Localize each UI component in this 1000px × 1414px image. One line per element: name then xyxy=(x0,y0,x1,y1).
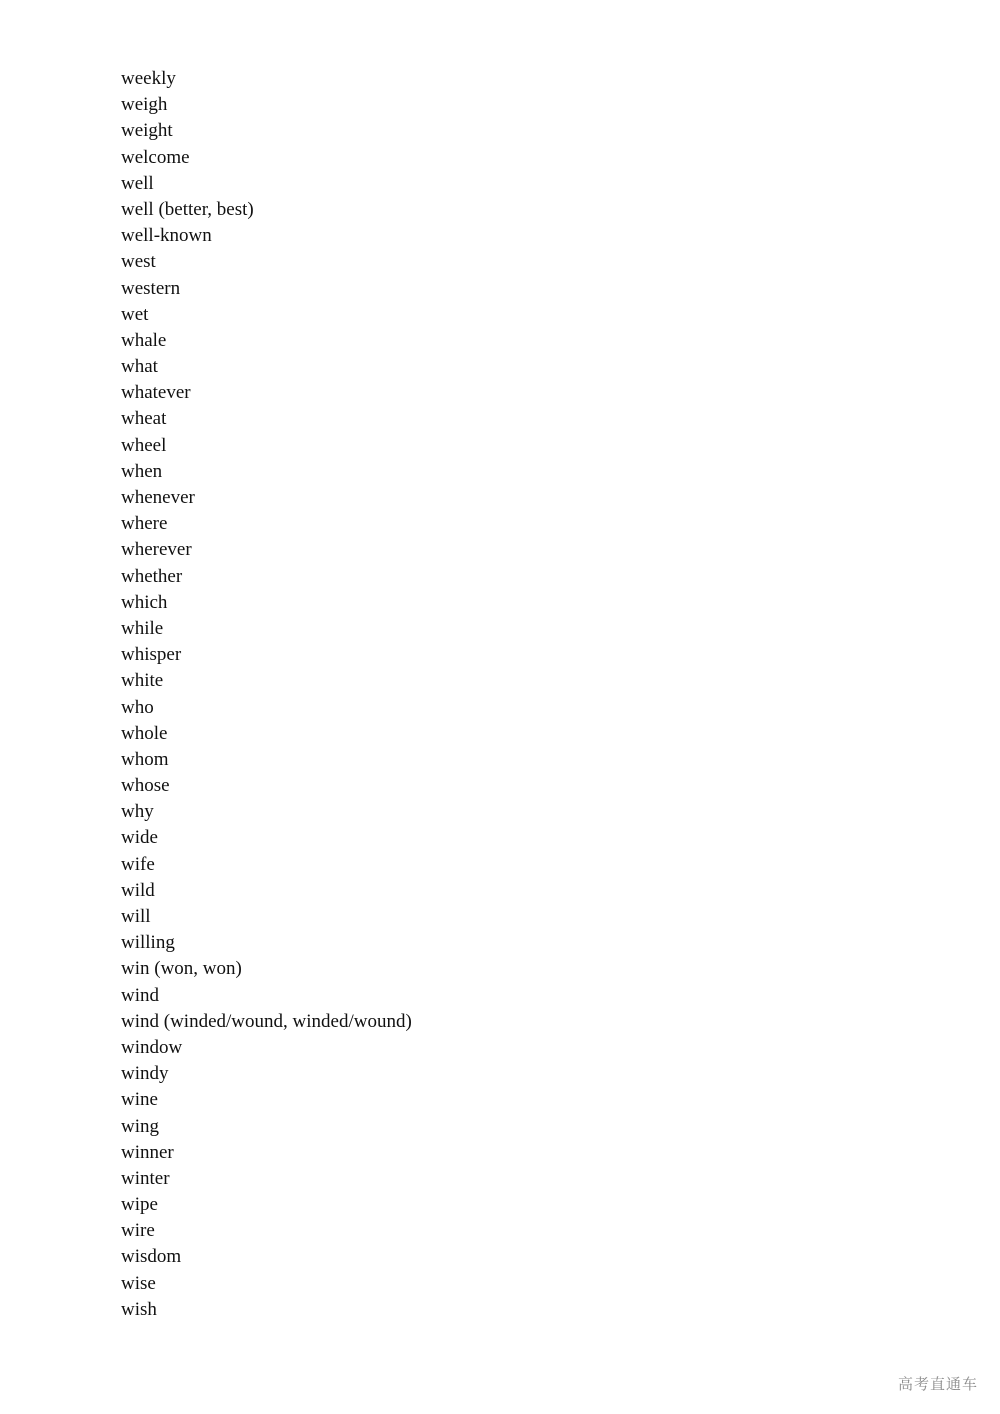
vocabulary-item: weigh xyxy=(121,94,168,116)
vocabulary-item: whom xyxy=(121,748,169,770)
vocabulary-item: wet xyxy=(121,303,149,325)
vocabulary-item: wisdom xyxy=(121,1246,182,1268)
vocabulary-item: wife xyxy=(121,853,155,875)
vocabulary-item: weight xyxy=(121,120,173,142)
vocabulary-item: west xyxy=(121,251,156,273)
vocabulary-item: wheel xyxy=(121,434,167,456)
vocabulary-item: which xyxy=(121,591,168,613)
vocabulary-item: weekly xyxy=(121,68,176,89)
vocabulary-item: whisper xyxy=(121,644,182,666)
vocabulary-item: whale xyxy=(121,329,167,351)
vocabulary-item: winner xyxy=(121,1141,174,1163)
vocabulary-item: what xyxy=(121,356,158,378)
vocabulary-item: wing xyxy=(121,1115,159,1137)
vocabulary-item: wheat xyxy=(121,408,167,430)
vocabulary-item: wherever xyxy=(121,539,192,561)
vocabulary-item: well xyxy=(121,172,154,194)
vocabulary-item: whole xyxy=(121,722,168,744)
vocabulary-item: willing xyxy=(121,932,175,954)
vocabulary-item: wind (winded/wound, winded/wound) xyxy=(121,1010,412,1032)
vocabulary-item: whatever xyxy=(121,382,191,404)
vocabulary-item: why xyxy=(121,801,154,823)
vocabulary-item: western xyxy=(121,277,181,299)
vocabulary-item: while xyxy=(121,617,164,639)
vocabulary-item: well-known xyxy=(121,225,212,247)
vocabulary-list xyxy=(121,66,412,1323)
watermark: 高考直通车 xyxy=(897,1375,978,1393)
vocabulary-item: wise xyxy=(121,1272,156,1294)
vocabulary-item: whose xyxy=(121,775,170,797)
vocabulary-item: white xyxy=(121,670,164,692)
vocabulary-item: win (won, won) xyxy=(121,958,242,980)
vocabulary-item: whether xyxy=(121,565,183,587)
vocabulary-item: wine xyxy=(121,1089,158,1111)
vocabulary-item: well (better, best) xyxy=(121,198,254,220)
vocabulary-item: wire xyxy=(121,1220,155,1242)
vocabulary-item: wild xyxy=(121,879,155,901)
vocabulary-item: windy xyxy=(121,1063,169,1085)
vocabulary-item: when xyxy=(121,460,163,482)
vocabulary-item: wipe xyxy=(121,1194,158,1216)
vocabulary-item: welcome xyxy=(121,146,190,168)
vocabulary-item: who xyxy=(121,696,154,718)
vocabulary-item: wide xyxy=(121,827,158,849)
vocabulary-item: winter xyxy=(121,1167,170,1189)
vocabulary-item: whenever xyxy=(121,487,195,508)
vocabulary-item: window xyxy=(121,1036,183,1058)
vocabulary-item: wish xyxy=(121,1298,157,1320)
vocabulary-item: will xyxy=(121,906,151,927)
vocabulary-item: where xyxy=(121,513,168,535)
vocabulary-item: wind xyxy=(121,984,159,1006)
